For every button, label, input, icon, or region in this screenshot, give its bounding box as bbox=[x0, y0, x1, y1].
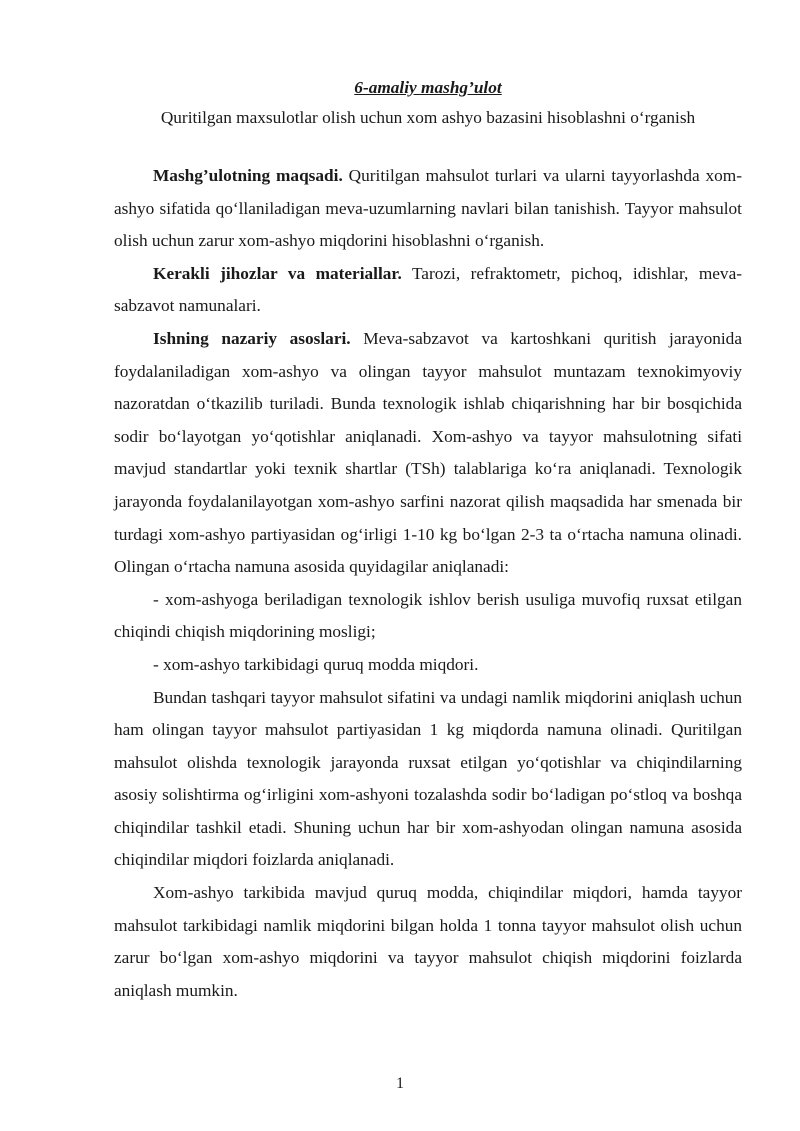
paragraph-equipment bbox=[114, 258, 742, 323]
paragraph-theory bbox=[114, 323, 742, 584]
paragraph-text: Quritilgan mahsulot turlari va ularni tayyorlashda xom-ashyo sifatida qo‘llaniladigan meva-uzumlarning navlari bilan tanishish. Tayyor mahsulot olish uchun zarur xom-ashyo miqdorini hisoblashni o‘rganish. bbox=[114, 166, 742, 251]
paragraph-text: - xom-ashyo tarkibidagi quruq modda miqdori. bbox=[153, 654, 479, 674]
page-title: 6-amaliy mashg’ulot bbox=[354, 78, 502, 97]
paragraph-text: - xom-ashyoga beriladigan texnologik ishlov berish usuliga muvofiq ruxsat etilgan chiqindi chiqish miqdorining mosligi; bbox=[114, 589, 742, 642]
page-number: 1 bbox=[396, 1075, 404, 1092]
paragraph-text: Meva-sabzavot va kartoshkani quritish jarayonida foydalaniladigan xom-ashyo va olingan tayyor mahsulot muntazam texnokimyoviy nazoratdan o‘tkazilib turiladi. Bunda texnologik ishlab chiqarishning har bir bosqichida sodir bo‘layotgan yo‘qotishlar aniqlanadi. Xom-ashyo va tayyor mahsulotning sifati mavjud standartlar yoki texnik shartlar (TSh) talablariga ko‘ra aniqlanadi. Texnologik jarayonda foydalanilayotgan xom-ashyo sarfini nazorat qilish maqsadida har smenada bir turdagi xom-ashyo partiyasidan og‘irligi 1-10 kg bo‘lgan 2-3 ta o‘rtacha namuna olinadi. Olingan o‘rtacha namuna asosida quyidagilar aniqlanadi: bbox=[114, 328, 742, 577]
list-item bbox=[114, 649, 742, 682]
paragraph-lead: Ishning nazariy asoslari. bbox=[153, 328, 351, 348]
paragraph-lead: Kerakli jihozlar va materiallar. bbox=[153, 263, 402, 283]
paragraph-goal bbox=[114, 160, 742, 258]
document-page bbox=[114, 76, 742, 1007]
paragraph-body bbox=[114, 877, 742, 1007]
page-subtitle: Quritilgan maxsulotlar olish uchun xom ashyo bazasini hisoblashni o‘rganish bbox=[160, 108, 696, 127]
paragraph-lead: Mashg’ulotning maqsadi. bbox=[153, 166, 343, 185]
spacer bbox=[114, 130, 742, 160]
list-item bbox=[114, 584, 742, 649]
paragraph-text: Xom-ashyo tarkibida mavjud quruq modda, chiqindilar miqdori, hamda tayyor mahsulot tarkibidagi namlik miqdorini bilgan holda 1 tonna tayyor mahsulot olish uchun zarur bo‘lgan xom-ashyo miqdorini va tayyor mahsulot chiqish miqdorini foizlarda aniqlash mumkin. bbox=[114, 883, 742, 1000]
paragraph-body bbox=[114, 682, 742, 878]
paragraph-text: Bundan tashqari tayyor mahsulot sifatini va undagi namlik miqdorini aniqlash uchun ham olingan tayyor mahsulot partiyasidan 1 kg miqdorda namuna olinadi. Quritilgan mahsulot olishda texnologik jarayonda ruxsat etilgan yo‘qotishlar va chiqindilarning asosiy solishtirma og‘irligini xom-ashyoni tozalashda sodir bo‘ladigan po‘stloq va boshqa chiqindilar tashkil etadi. Shuning uchun har bir xom-ashyodan olingan namuna asosida chiqindilar miqdori foizlarda aniqlanadi. bbox=[114, 687, 742, 870]
paragraph-text: Tarozi, refraktometr, pichoq, idishlar, meva-sabzavot namunalari. bbox=[114, 263, 742, 316]
